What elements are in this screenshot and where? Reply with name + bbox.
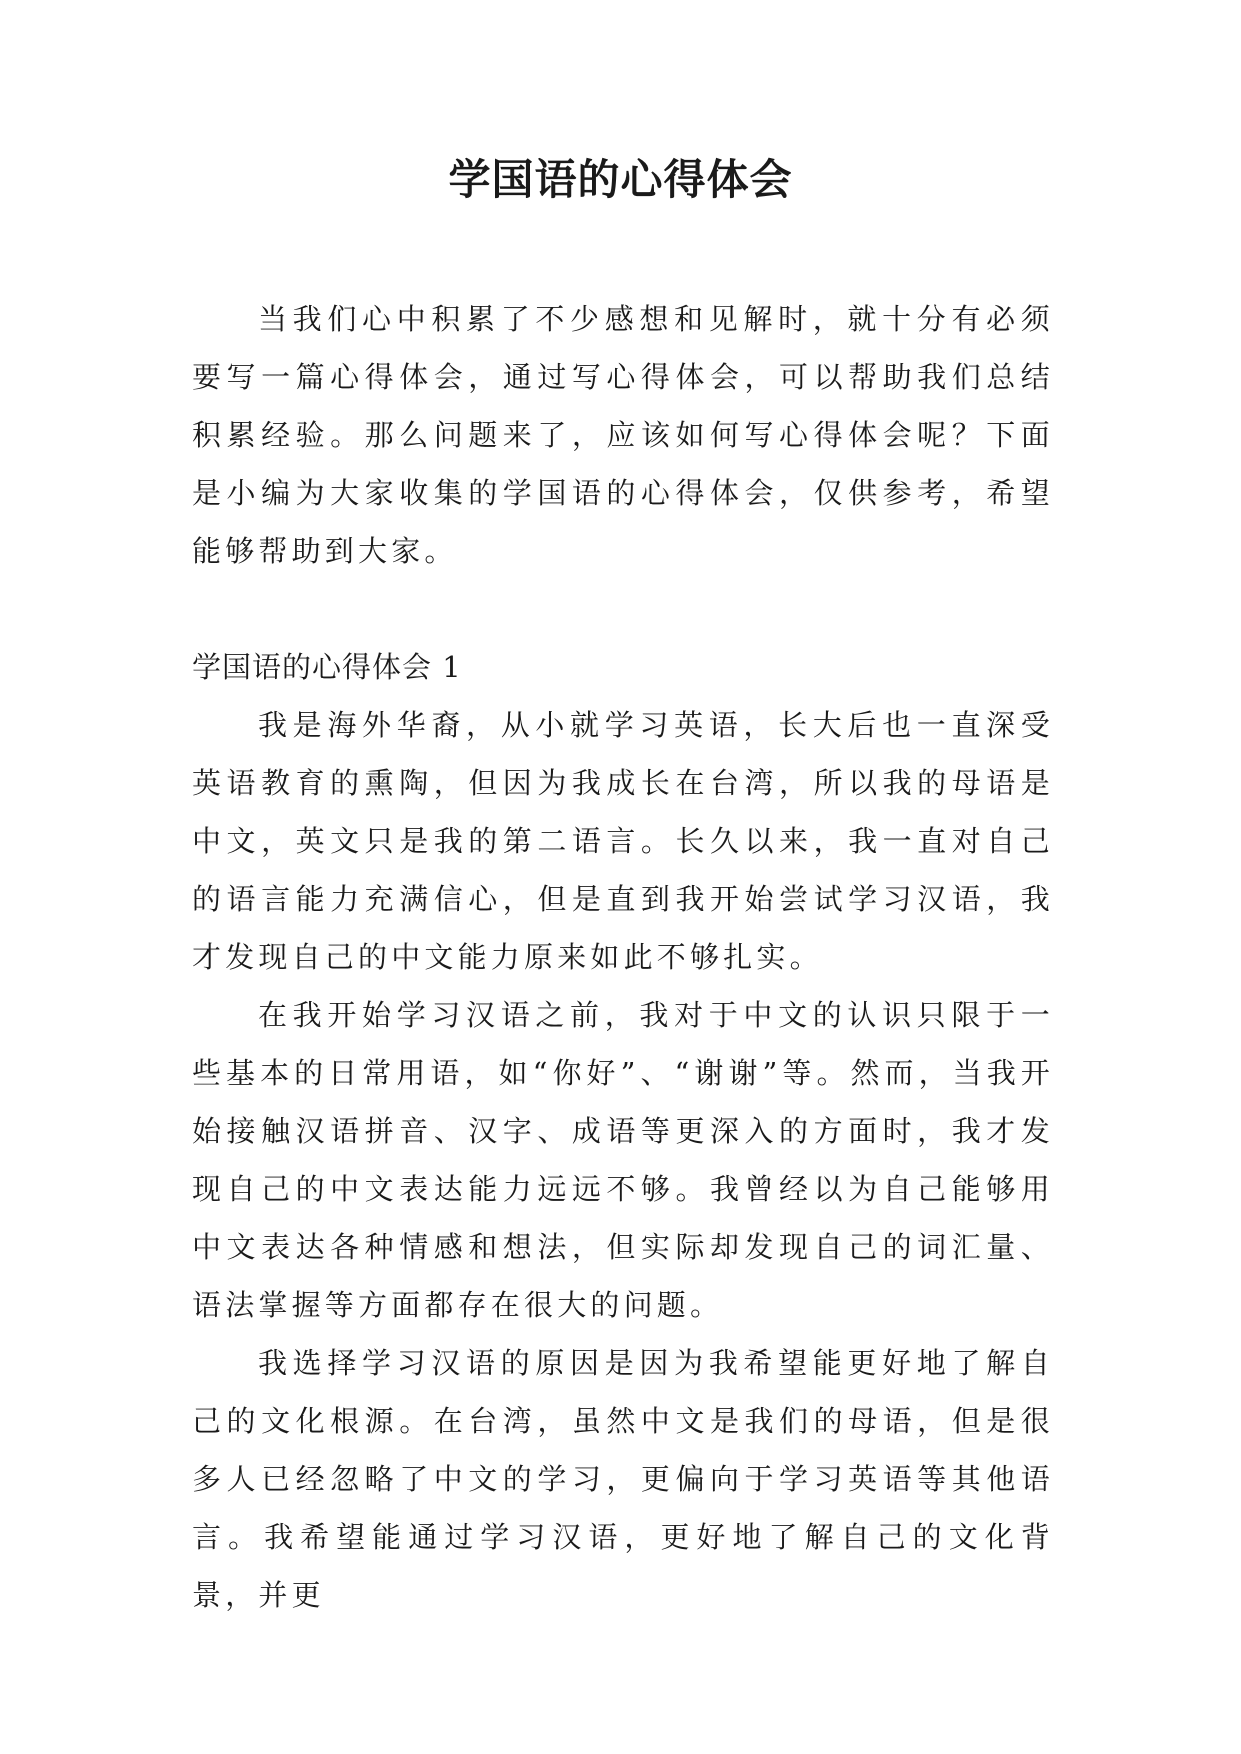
section-heading: 学国语的心得体会 1 [192,650,462,684]
body-paragraph-1: 我是海外华裔，从小就学习英语，长大后也一直深受英语教育的熏陶，但因为我成长在台湾，所以我的母语是中文，英文只是我的第二语言。长久以来，我一直对自己的语言能力充满信心，但是直到我开始尝试学习汉语，我才发现自己的中文能力原来如此不够扎实。 [192,708,1054,974]
body-paragraph-2: 在我开始学习汉语之前，我对于中文的认识只限于一些基本的日常用语，如“你好”、“谢谢”等。然而，当我开始接触汉语拼音、汉字、成语等更深入的方面时，我才发现自己的中文表达能力远远不够。我曾经以为自己能够用中文表达各种情感和想法，但实际却发现自己的词汇量、语法掌握等方面都存在很大的问题。 [192,998,1054,1322]
paragraph-spacer [192,580,1054,638]
body-paragraph-3: 我选择学习汉语的原因是因为我希望能更好地了解自己的文化根源。在台湾，虽然中文是我们的母语，但是很多人已经忽略了中文的学习，更偏向于学习英语等其他语言。我希望能通过学习汉语，更好地了解自己的文化背景，并更 [192,1346,1054,1612]
document-body [192,290,1054,1624]
document-title: 学国语的心得体会 [448,155,793,204]
intro-paragraph: 当我们心中积累了不少感想和见解时，就十分有必须要写一篇心得体会，通过写心得体会，可以帮助我们总结积累经验。那么问题来了，应该如何写心得体会呢？下面是小编为大家收集的学国语的心得体会，仅供参考，希望能够帮助到大家。 [192,302,1054,568]
